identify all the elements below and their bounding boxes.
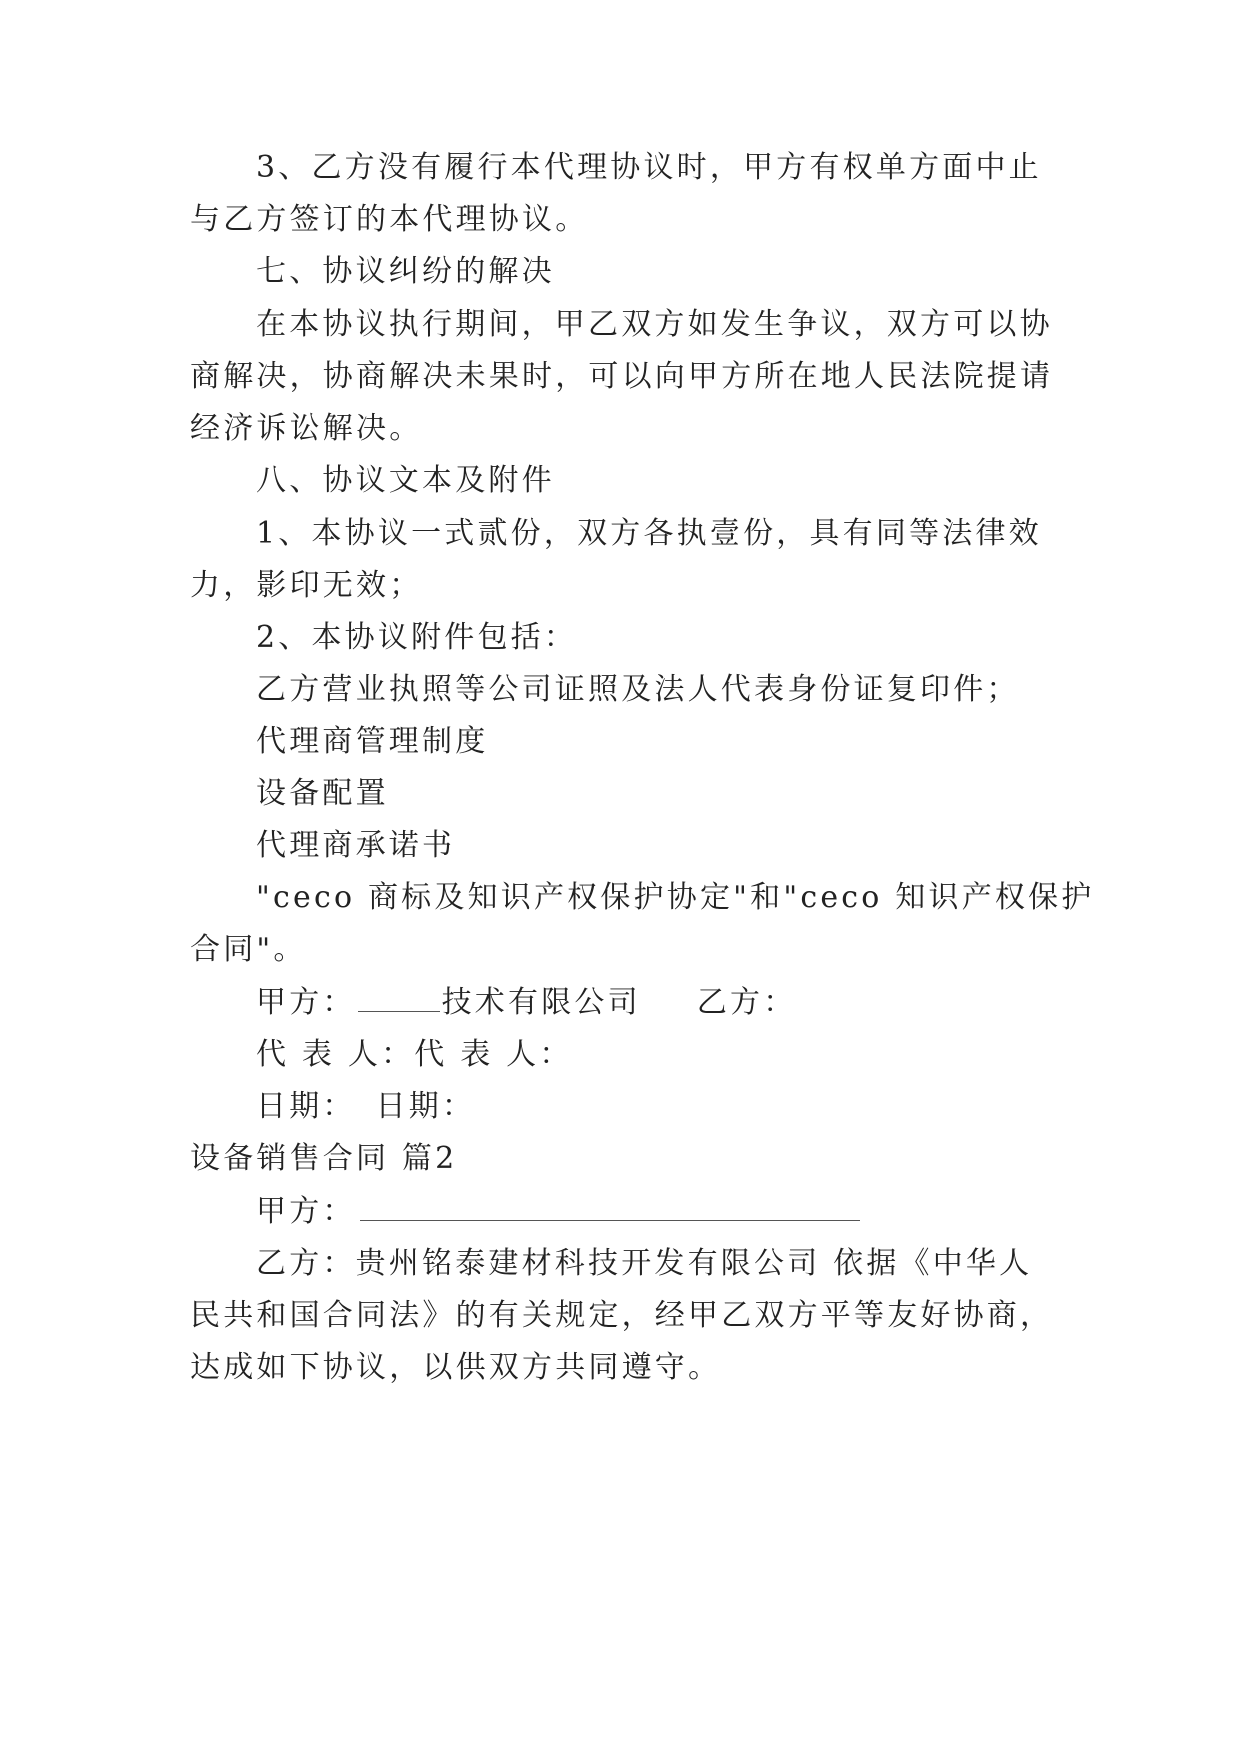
date-b-label: 日期： (375, 1089, 476, 1124)
attachment-item: 代理商管理制度 (256, 724, 489, 759)
attachment-item: 代理商承诺书 (256, 828, 456, 863)
clause-8-1-line2: 力，影印无效； (190, 568, 423, 603)
section-7-body-line2: 商解决，协商解决未果时，可以向甲方所在地人民法院提请 (190, 359, 1054, 394)
attachment-item: 设备配置 (256, 776, 389, 811)
contract-2-party-b-line1: 乙方：贵州铭泰建材科技开发有限公司 依据《中华人 (256, 1246, 1033, 1281)
attachment-item: "ceco 商标及知识产权保护协定"和"ceco 知识产权保护 (256, 880, 1095, 915)
contract-2-party-b-line3: 达成如下协议，以供双方共同遵守。 (190, 1350, 722, 1385)
signature-date-line (256, 1087, 1136, 1127)
signature-representative-line: 代 表 人：代 表 人： (256, 1037, 573, 1072)
contract-2-party-a-label: 甲方： (256, 1194, 356, 1229)
date-a-label: 日期： (256, 1089, 356, 1124)
clause-8-2: 2、本协议附件包括： (256, 620, 578, 655)
contract-2-title: 设备销售合同 篇2 (190, 1141, 458, 1176)
attachment-item-continued: 合同"。 (190, 932, 307, 967)
clause-6-3-line2: 与乙方签订的本代理协议。 (190, 202, 589, 237)
section-8-title: 八、协议文本及附件 (256, 463, 555, 498)
party-a-blank (358, 983, 440, 1012)
party-a-company: 技术有限公司 (441, 985, 641, 1020)
signature-party-line (256, 983, 1136, 1023)
contract-2-party-b-line2: 民共和国合同法》的有关规定，经甲乙双方平等友好协商， (190, 1298, 1054, 1333)
contract-2-party-a-blank (360, 1192, 860, 1221)
section-7-body-line1: 在本协议执行期间，甲乙双方如发生争议，双方可以协 (256, 307, 1053, 342)
clause-8-1-line1: 1、本协议一式贰份，双方各执壹份，具有同等法律效 (256, 516, 1042, 551)
attachment-item: 乙方营业执照等公司证照及法人代表身份证复印件； (256, 672, 1020, 707)
section-7-title: 七、协议纠纷的解决 (256, 254, 555, 289)
clause-6-3-line1: 3、乙方没有履行本代理协议时，甲方有权单方面中止 (256, 150, 1042, 185)
party-b-label: 乙方： (696, 985, 797, 1020)
party-a-label: 甲方： (256, 985, 356, 1020)
section-7-body-line3: 经济诉讼解决。 (190, 411, 423, 446)
contract-2-party-a-line (256, 1192, 1136, 1232)
